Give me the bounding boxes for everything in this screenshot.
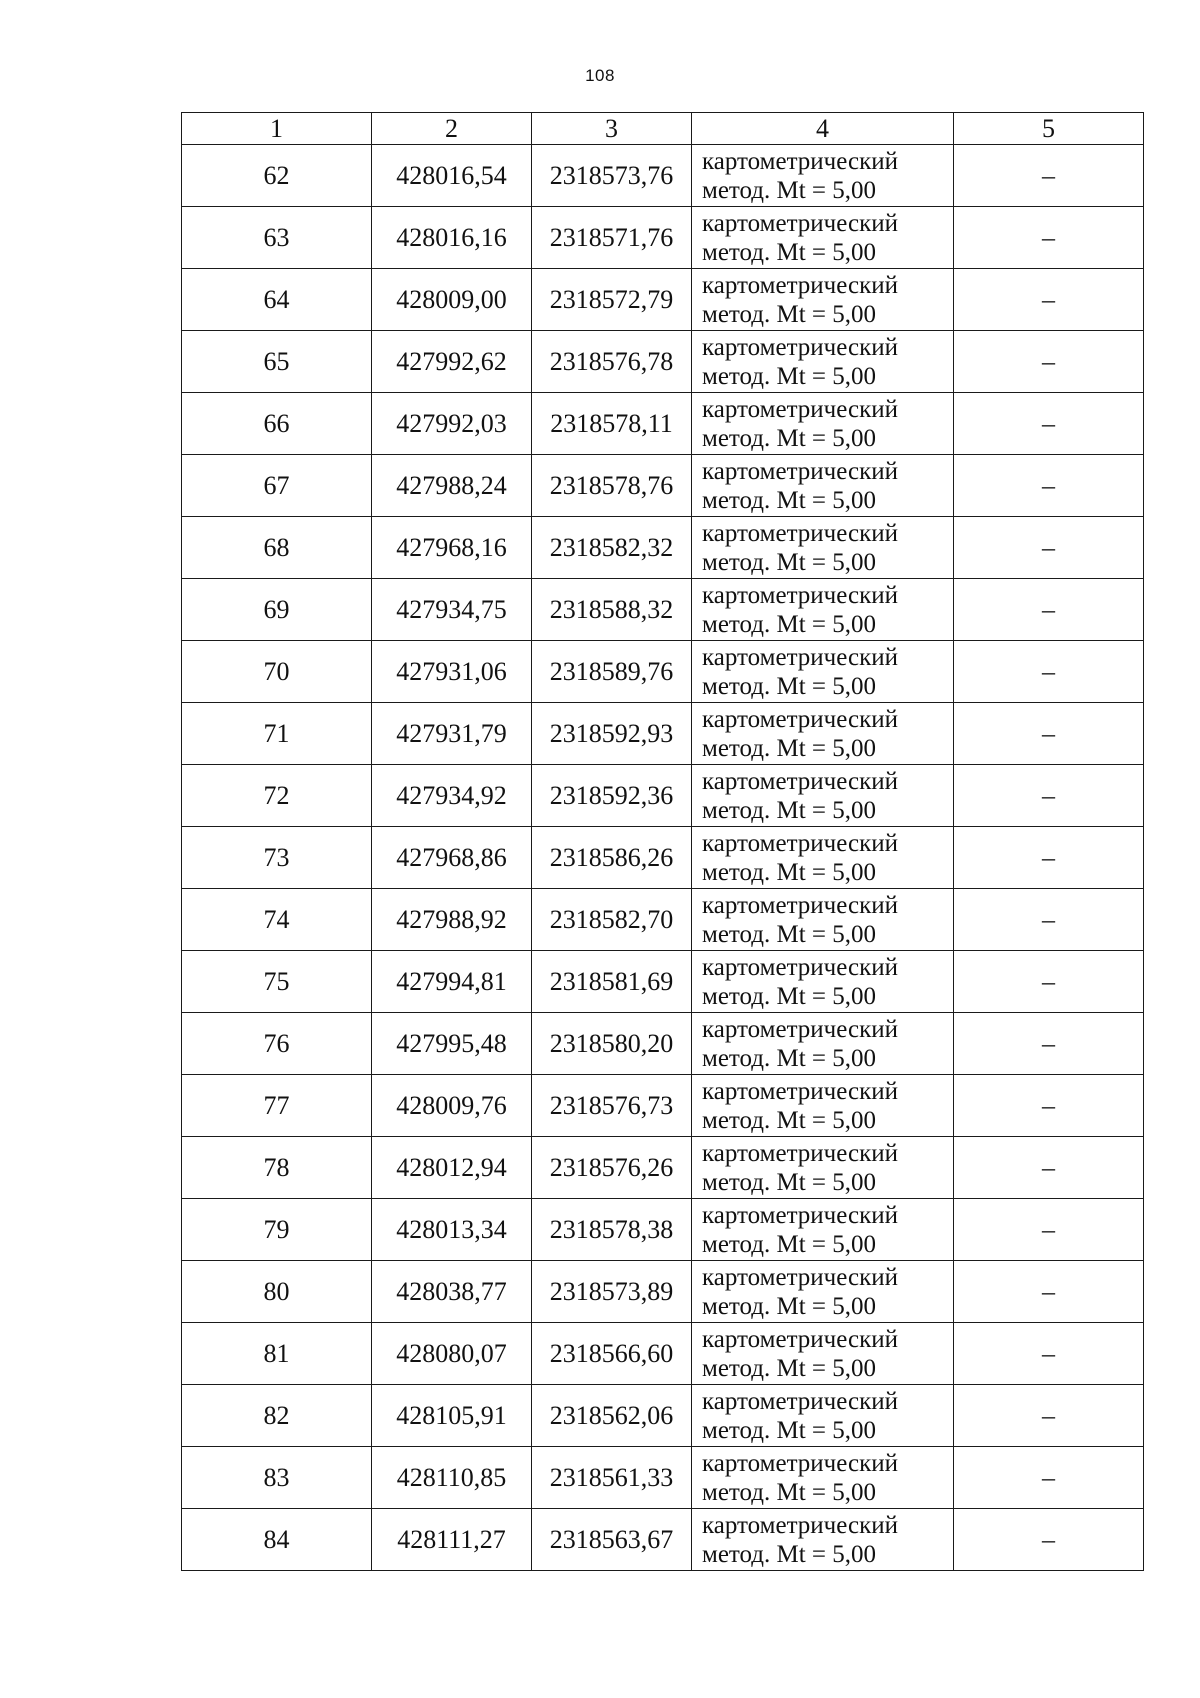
- table-row: [182, 1509, 1144, 1571]
- method-cell: [692, 641, 954, 703]
- y-coordinate-cell: 2318576,78: [532, 331, 692, 393]
- table-row: [182, 1385, 1144, 1447]
- table-row: [182, 331, 1144, 393]
- header-col-4: 4: [692, 113, 954, 145]
- method-cell: [692, 1199, 954, 1261]
- method-line-1: картометрический: [702, 1077, 898, 1105]
- y-coordinate-cell: 2318571,76: [532, 207, 692, 269]
- description-cell: –: [954, 393, 1144, 455]
- x-coordinate-cell: 428012,94: [372, 1137, 532, 1199]
- description-cell: –: [954, 703, 1144, 765]
- y-coordinate-cell: 2318573,89: [532, 1261, 692, 1323]
- coordinates-table: [181, 112, 1144, 1571]
- method-line-2: метод. Mt = 5,00: [702, 1354, 877, 1382]
- x-coordinate-cell: 427988,92: [372, 889, 532, 951]
- method-line-1: картометрический: [702, 333, 898, 361]
- table-row: [182, 1137, 1144, 1199]
- description-cell: –: [954, 951, 1144, 1013]
- description-cell: –: [954, 207, 1144, 269]
- point-number-cell: 69: [182, 579, 372, 641]
- description-cell: –: [954, 269, 1144, 331]
- header-col-3: 3: [532, 113, 692, 145]
- method-line-1: картометрический: [702, 395, 898, 423]
- description-cell: –: [954, 145, 1144, 207]
- method-line-2: метод. Mt = 5,00: [702, 548, 877, 576]
- table-header: [182, 113, 1144, 145]
- page-number: 108: [585, 66, 615, 85]
- point-number-cell: 84: [182, 1509, 372, 1571]
- table-row: [182, 827, 1144, 889]
- description-cell: –: [954, 1075, 1144, 1137]
- y-coordinate-cell: 2318592,93: [532, 703, 692, 765]
- method-cell: [692, 1447, 954, 1509]
- method-line-2: метод. Mt = 5,00: [702, 1230, 877, 1258]
- method-line-2: метод. Mt = 5,00: [702, 1478, 877, 1506]
- method-line-2: метод. Mt = 5,00: [702, 1168, 877, 1196]
- method-line-1: картометрический: [702, 953, 898, 981]
- method-cell: [692, 889, 954, 951]
- point-number-cell: 82: [182, 1385, 372, 1447]
- table-row: [182, 517, 1144, 579]
- table-row: [182, 703, 1144, 765]
- point-number-cell: 76: [182, 1013, 372, 1075]
- method-line-2: метод. Mt = 5,00: [702, 300, 877, 328]
- method-line-1: картометрический: [702, 147, 898, 175]
- method-cell: [692, 269, 954, 331]
- method-cell: [692, 1075, 954, 1137]
- table-row: [182, 1447, 1144, 1509]
- method-line-2: метод. Mt = 5,00: [702, 982, 877, 1010]
- description-cell: –: [954, 1013, 1144, 1075]
- method-line-2: метод. Mt = 5,00: [702, 1416, 877, 1444]
- method-cell: [692, 455, 954, 517]
- method-line-1: картометрический: [702, 643, 898, 671]
- x-coordinate-cell: 428016,54: [372, 145, 532, 207]
- y-coordinate-cell: 2318562,06: [532, 1385, 692, 1447]
- method-cell: [692, 1323, 954, 1385]
- method-cell: [692, 331, 954, 393]
- x-coordinate-cell: 427931,06: [372, 641, 532, 703]
- description-cell: –: [954, 827, 1144, 889]
- description-cell: –: [954, 1509, 1144, 1571]
- method-line-2: метод. Mt = 5,00: [702, 796, 877, 824]
- x-coordinate-cell: 427994,81: [372, 951, 532, 1013]
- method-cell: [692, 765, 954, 827]
- point-number-cell: 70: [182, 641, 372, 703]
- x-coordinate-cell: 427968,86: [372, 827, 532, 889]
- table-row: [182, 207, 1144, 269]
- table-row: [182, 765, 1144, 827]
- y-coordinate-cell: 2318563,67: [532, 1509, 692, 1571]
- method-line-2: метод. Mt = 5,00: [702, 610, 877, 638]
- description-cell: –: [954, 1261, 1144, 1323]
- method-line-1: картометрический: [702, 705, 898, 733]
- y-coordinate-cell: 2318586,26: [532, 827, 692, 889]
- method-cell: [692, 579, 954, 641]
- point-number-cell: 78: [182, 1137, 372, 1199]
- point-number-cell: 81: [182, 1323, 372, 1385]
- method-line-2: метод. Mt = 5,00: [702, 920, 877, 948]
- method-cell: [692, 827, 954, 889]
- table-row: [182, 393, 1144, 455]
- method-cell: [692, 1013, 954, 1075]
- method-line-1: картометрический: [702, 1263, 898, 1291]
- method-line-2: метод. Mt = 5,00: [702, 486, 877, 514]
- method-cell: [692, 207, 954, 269]
- header-col-2: 2: [372, 113, 532, 145]
- method-line-1: картометрический: [702, 519, 898, 547]
- method-line-1: картометрический: [702, 767, 898, 795]
- y-coordinate-cell: 2318581,69: [532, 951, 692, 1013]
- method-cell: [692, 1137, 954, 1199]
- x-coordinate-cell: 428038,77: [372, 1261, 532, 1323]
- y-coordinate-cell: 2318561,33: [532, 1447, 692, 1509]
- table-row: [182, 641, 1144, 703]
- table-row: [182, 269, 1144, 331]
- method-line-1: картометрический: [702, 1449, 898, 1477]
- x-coordinate-cell: 428110,85: [372, 1447, 532, 1509]
- y-coordinate-cell: 2318578,11: [532, 393, 692, 455]
- x-coordinate-cell: 428111,27: [372, 1509, 532, 1571]
- table-row: [182, 1323, 1144, 1385]
- y-coordinate-cell: 2318578,76: [532, 455, 692, 517]
- table-row: [182, 455, 1144, 517]
- table-row: [182, 1013, 1144, 1075]
- method-line-2: метод. Mt = 5,00: [702, 362, 877, 390]
- method-line-2: метод. Mt = 5,00: [702, 424, 877, 452]
- table-row: [182, 1261, 1144, 1323]
- y-coordinate-cell: 2318580,20: [532, 1013, 692, 1075]
- header-col-1: 1: [182, 113, 372, 145]
- header-col-5: 5: [954, 113, 1144, 145]
- x-coordinate-cell: 428009,00: [372, 269, 532, 331]
- method-cell: [692, 703, 954, 765]
- x-coordinate-cell: 427992,62: [372, 331, 532, 393]
- table-row: [182, 889, 1144, 951]
- point-number-cell: 67: [182, 455, 372, 517]
- method-line-2: метод. Mt = 5,00: [702, 176, 877, 204]
- point-number-cell: 80: [182, 1261, 372, 1323]
- method-line-1: картометрический: [702, 829, 898, 857]
- description-cell: –: [954, 517, 1144, 579]
- method-line-2: метод. Mt = 5,00: [702, 734, 877, 762]
- method-line-1: картометрический: [702, 1139, 898, 1167]
- x-coordinate-cell: 428105,91: [372, 1385, 532, 1447]
- method-line-2: метод. Mt = 5,00: [702, 1292, 877, 1320]
- method-cell: [692, 951, 954, 1013]
- method-line-2: метод. Mt = 5,00: [702, 672, 877, 700]
- description-cell: –: [954, 331, 1144, 393]
- point-number-cell: 72: [182, 765, 372, 827]
- point-number-cell: 77: [182, 1075, 372, 1137]
- method-cell: [692, 1385, 954, 1447]
- y-coordinate-cell: 2318576,26: [532, 1137, 692, 1199]
- point-number-cell: 63: [182, 207, 372, 269]
- description-cell: –: [954, 579, 1144, 641]
- description-cell: –: [954, 1323, 1144, 1385]
- description-cell: –: [954, 765, 1144, 827]
- method-line-1: картометрический: [702, 271, 898, 299]
- method-cell: [692, 145, 954, 207]
- x-coordinate-cell: 427934,92: [372, 765, 532, 827]
- method-cell: [692, 517, 954, 579]
- table-row: [182, 1199, 1144, 1261]
- point-number-cell: 68: [182, 517, 372, 579]
- y-coordinate-cell: 2318578,38: [532, 1199, 692, 1261]
- y-coordinate-cell: 2318589,76: [532, 641, 692, 703]
- point-number-cell: 83: [182, 1447, 372, 1509]
- x-coordinate-cell: 428080,07: [372, 1323, 532, 1385]
- x-coordinate-cell: 428016,16: [372, 207, 532, 269]
- x-coordinate-cell: 427934,75: [372, 579, 532, 641]
- method-cell: [692, 393, 954, 455]
- x-coordinate-cell: 428009,76: [372, 1075, 532, 1137]
- y-coordinate-cell: 2318582,32: [532, 517, 692, 579]
- x-coordinate-cell: 428013,34: [372, 1199, 532, 1261]
- table-row: [182, 579, 1144, 641]
- table-row: [182, 145, 1144, 207]
- method-cell: [692, 1509, 954, 1571]
- point-number-cell: 64: [182, 269, 372, 331]
- method-line-1: картометрический: [702, 581, 898, 609]
- description-cell: –: [954, 641, 1144, 703]
- table-row: [182, 1075, 1144, 1137]
- table-body: [182, 145, 1144, 1571]
- x-coordinate-cell: 427995,48: [372, 1013, 532, 1075]
- method-line-1: картометрический: [702, 209, 898, 237]
- table-row: [182, 951, 1144, 1013]
- point-number-cell: 73: [182, 827, 372, 889]
- method-line-1: картометрический: [702, 1387, 898, 1415]
- method-line-2: метод. Mt = 5,00: [702, 238, 877, 266]
- point-number-cell: 62: [182, 145, 372, 207]
- x-coordinate-cell: 427988,24: [372, 455, 532, 517]
- y-coordinate-cell: 2318572,79: [532, 269, 692, 331]
- point-number-cell: 75: [182, 951, 372, 1013]
- description-cell: –: [954, 1137, 1144, 1199]
- description-cell: –: [954, 1385, 1144, 1447]
- y-coordinate-cell: 2318592,36: [532, 765, 692, 827]
- description-cell: –: [954, 889, 1144, 951]
- point-number-cell: 79: [182, 1199, 372, 1261]
- point-number-cell: 74: [182, 889, 372, 951]
- point-number-cell: 71: [182, 703, 372, 765]
- x-coordinate-cell: 427931,79: [372, 703, 532, 765]
- x-coordinate-cell: 427992,03: [372, 393, 532, 455]
- method-line-1: картометрический: [702, 891, 898, 919]
- description-cell: –: [954, 455, 1144, 517]
- y-coordinate-cell: 2318566,60: [532, 1323, 692, 1385]
- method-line-2: метод. Mt = 5,00: [702, 1106, 877, 1134]
- method-line-2: метод. Mt = 5,00: [702, 1540, 877, 1568]
- y-coordinate-cell: 2318576,73: [532, 1075, 692, 1137]
- method-line-2: метод. Mt = 5,00: [702, 1044, 877, 1072]
- method-cell: [692, 1261, 954, 1323]
- description-cell: –: [954, 1199, 1144, 1261]
- header-row: [182, 113, 1144, 145]
- method-line-1: картометрический: [702, 1015, 898, 1043]
- point-number-cell: 65: [182, 331, 372, 393]
- y-coordinate-cell: 2318582,70: [532, 889, 692, 951]
- description-cell: –: [954, 1447, 1144, 1509]
- method-line-1: картометрический: [702, 1511, 898, 1539]
- y-coordinate-cell: 2318588,32: [532, 579, 692, 641]
- method-line-1: картометрический: [702, 457, 898, 485]
- method-line-2: метод. Mt = 5,00: [702, 858, 877, 886]
- x-coordinate-cell: 427968,16: [372, 517, 532, 579]
- method-line-1: картометрический: [702, 1325, 898, 1353]
- method-line-1: картометрический: [702, 1201, 898, 1229]
- y-coordinate-cell: 2318573,76: [532, 145, 692, 207]
- point-number-cell: 66: [182, 393, 372, 455]
